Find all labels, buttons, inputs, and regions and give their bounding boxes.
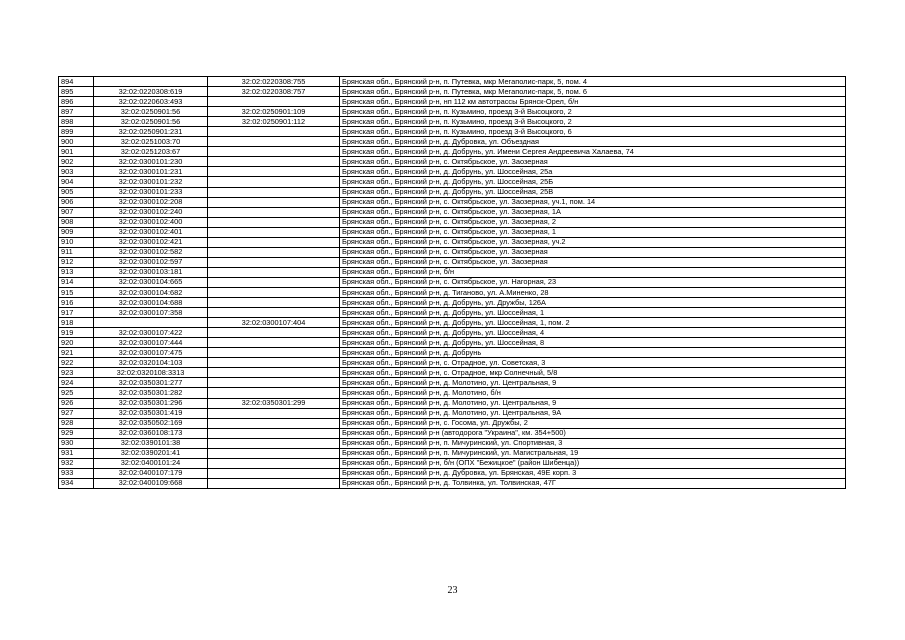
- row-number-cell: 927: [59, 408, 94, 418]
- row-number-cell: 920: [59, 338, 94, 348]
- cadastral-number-cell: 32:02:0300102:208: [94, 197, 208, 207]
- table-row: [59, 458, 846, 468]
- cadastral-number-cell: 32:02:0390201:41: [94, 448, 208, 458]
- cadastral-number-cell: 32:02:0300101:231: [94, 167, 208, 177]
- cadastral-table: [58, 76, 846, 489]
- address-cell: Брянская обл., Брянский р-н, д. Молотино, ул. Центральная, 9: [340, 378, 846, 388]
- table-row: [59, 247, 846, 257]
- row-number-cell: 904: [59, 177, 94, 187]
- row-number-cell: 910: [59, 237, 94, 247]
- table-row: [59, 207, 846, 217]
- table-row: [59, 428, 846, 438]
- address-cell: Брянская обл., Брянский р-н, с. Госома, ул. Дружбы, 2: [340, 418, 846, 428]
- cadastral-room-number-cell: [208, 428, 340, 438]
- row-number-cell: 929: [59, 428, 94, 438]
- cadastral-number-cell: 32:02:0220308:619: [94, 87, 208, 97]
- address-cell: Брянская обл., Брянский р-н, п. Кузьмино, проезд 3-й Высоцкого, 2: [340, 107, 846, 117]
- cadastral-number-cell: 32:02:0300107:475: [94, 348, 208, 358]
- address-cell: Брянская обл., Брянский р-н, с. Октябрьское, ул. Заозерная: [340, 257, 846, 267]
- row-number-cell: 903: [59, 167, 94, 177]
- cadastral-room-number-cell: [208, 237, 340, 247]
- address-cell: Брянская обл., Брянский р-н, д. Молотино, ул. Центральная, 9: [340, 398, 846, 408]
- table-row: [59, 237, 846, 247]
- address-cell: Брянская обл., Брянский р-н, б/н: [340, 267, 846, 277]
- row-number-cell: 931: [59, 448, 94, 458]
- cadastral-number-cell: 32:02:0320104:103: [94, 358, 208, 368]
- cadastral-number-cell: 32:02:0300103:181: [94, 267, 208, 277]
- address-cell: Брянская обл., Брянский р-н, с. Отрадное, ул. Советская, 3: [340, 358, 846, 368]
- cadastral-number-cell: 32:02:0300107:422: [94, 328, 208, 338]
- cadastral-number-cell: [94, 318, 208, 328]
- address-cell: Брянская обл., Брянский р-н, д. Добрунь, ул. Дружбы, 126А: [340, 298, 846, 308]
- table-row: [59, 478, 846, 488]
- cadastral-room-number-cell: [208, 247, 340, 257]
- address-cell: Брянская обл., Брянский р-н, п. Мичуринский, ул. Спортивная, 3: [340, 438, 846, 448]
- cadastral-room-number-cell: [208, 458, 340, 468]
- table-row: [59, 408, 846, 418]
- cadastral-room-number-cell: [208, 338, 340, 348]
- address-cell: Брянская обл., Брянский р-н, д. Добрунь, ул. Шоссейная, 25В: [340, 187, 846, 197]
- address-cell: Брянская обл., Брянский р-н, п. Кузьмино, проезд 3-й Высоцкого, 2: [340, 117, 846, 127]
- cadastral-number-cell: 32:02:0400109:668: [94, 478, 208, 488]
- cadastral-room-number-cell: [208, 177, 340, 187]
- cadastral-room-number-cell: [208, 167, 340, 177]
- table-row: [59, 77, 846, 87]
- address-cell: Брянская обл., Брянский р-н, с. Октябрьское, ул. Нагорная, 23: [340, 277, 846, 287]
- cadastral-room-number-cell: [208, 418, 340, 428]
- table-row: [59, 197, 846, 207]
- table-row: [59, 157, 846, 167]
- cadastral-number-cell: 32:02:0300102:597: [94, 257, 208, 267]
- table-row: [59, 257, 846, 267]
- page-number: 23: [447, 585, 458, 596]
- cadastral-room-number-cell: [208, 328, 340, 338]
- cadastral-number-cell: 32:02:0320108:3313: [94, 368, 208, 378]
- cadastral-room-number-cell: [208, 468, 340, 478]
- table-row: [59, 448, 846, 458]
- cadastral-room-number-cell: [208, 308, 340, 318]
- row-number-cell: 899: [59, 127, 94, 137]
- table-row: [59, 348, 846, 358]
- cadastral-room-number-cell: [208, 358, 340, 368]
- address-cell: Брянская обл., Брянский р-н (автодорога "Украина", км. 354+500): [340, 428, 846, 438]
- cadastral-room-number-cell: [208, 277, 340, 287]
- cadastral-room-number-cell: 32:02:0250901:109: [208, 107, 340, 117]
- address-cell: Брянская обл., Брянский р-н, с. Октябрьское, ул. Заозерная, уч.1, пом. 14: [340, 197, 846, 207]
- cadastral-room-number-cell: 32:02:0220308:755: [208, 77, 340, 87]
- cadastral-room-number-cell: [208, 378, 340, 388]
- cadastral-number-cell: 32:02:0300104:688: [94, 298, 208, 308]
- table-row: [59, 127, 846, 137]
- table-row: [59, 398, 846, 408]
- address-cell: Брянская обл., Брянский р-н, с. Отрадное, мкр Солнечный, 5/8: [340, 368, 846, 378]
- table-row: [59, 187, 846, 197]
- address-cell: Брянская обл., Брянский р-н, д. Толвинка, ул. Толвинская, 47Г: [340, 478, 846, 488]
- cadastral-room-number-cell: [208, 388, 340, 398]
- address-cell: Брянская обл., Брянский р-н, д. Добрунь, ул. Имени Сергея Андреевича Халаева, 74: [340, 147, 846, 157]
- address-cell: Брянская обл., Брянский р-н, с. Октябрьское, ул. Заозерная: [340, 247, 846, 257]
- row-number-cell: 906: [59, 197, 94, 207]
- row-number-cell: 923: [59, 368, 94, 378]
- address-cell: Брянская обл., Брянский р-н, д. Молотино, б/н: [340, 388, 846, 398]
- row-number-cell: 894: [59, 77, 94, 87]
- cadastral-room-number-cell: [208, 298, 340, 308]
- address-cell: Брянская обл., Брянский р-н, с. Октябрьское, ул. Заозерная, 1: [340, 227, 846, 237]
- address-cell: Брянская обл., Брянский р-н, б/н (ОПХ "Бежицкое" (район Шибенца)): [340, 458, 846, 468]
- address-cell: Брянская обл., Брянский р-н, д. Добрунь, ул. Шоссейная, 1, пом. 2: [340, 318, 846, 328]
- cadastral-number-cell: 32:02:0251003:70: [94, 137, 208, 147]
- row-number-cell: 934: [59, 478, 94, 488]
- cadastral-room-number-cell: [208, 137, 340, 147]
- cadastral-room-number-cell: 32:02:0250901:112: [208, 117, 340, 127]
- table-row: [59, 97, 846, 107]
- table-row: [59, 358, 846, 368]
- cadastral-room-number-cell: 32:02:0350301:299: [208, 398, 340, 408]
- cadastral-room-number-cell: [208, 438, 340, 448]
- cadastral-room-number-cell: [208, 478, 340, 488]
- address-cell: Брянская обл., Брянский р-н, д. Добрунь, ул. Шоссейная, 25Б: [340, 177, 846, 187]
- row-number-cell: 928: [59, 418, 94, 428]
- address-cell: Брянская обл., Брянский р-н, п. Кузьмино, проезд 3-й Высоцкого, 6: [340, 127, 846, 137]
- cadastral-number-cell: 32:02:0300101:230: [94, 157, 208, 167]
- table-row: [59, 267, 846, 277]
- row-number-cell: 901: [59, 147, 94, 157]
- cadastral-room-number-cell: [208, 227, 340, 237]
- row-number-cell: 914: [59, 277, 94, 287]
- cadastral-room-number-cell: [208, 287, 340, 297]
- row-number-cell: 922: [59, 358, 94, 368]
- cadastral-number-cell: 32:02:0250901:56: [94, 107, 208, 117]
- cadastral-room-number-cell: [208, 197, 340, 207]
- address-cell: Брянская обл., Брянский р-н, д. Добрунь, ул. Шоссейная, 8: [340, 338, 846, 348]
- address-cell: Брянская обл., Брянский р-н, д. Добрунь: [340, 348, 846, 358]
- table-row: [59, 438, 846, 448]
- table-row: [59, 117, 846, 127]
- cadastral-room-number-cell: [208, 157, 340, 167]
- table-row: [59, 147, 846, 157]
- row-number-cell: 921: [59, 348, 94, 358]
- cadastral-number-cell: 32:02:0300104:682: [94, 287, 208, 297]
- cadastral-number-cell: 32:02:0300104:665: [94, 277, 208, 287]
- address-cell: Брянская обл., Брянский р-н, д. Тиганово, ул. А.Миненко, 28: [340, 287, 846, 297]
- cadastral-room-number-cell: [208, 127, 340, 137]
- cadastral-number-cell: 32:02:0350301:282: [94, 388, 208, 398]
- cadastral-number-cell: 32:02:0350301:277: [94, 378, 208, 388]
- row-number-cell: 896: [59, 97, 94, 107]
- row-number-cell: 926: [59, 398, 94, 408]
- cadastral-number-cell: 32:02:0400101:24: [94, 458, 208, 468]
- row-number-cell: 905: [59, 187, 94, 197]
- address-cell: Брянская обл., Брянский р-н, д. Дубровка, ул. Брянская, 49Е корп. 3: [340, 468, 846, 478]
- address-cell: Брянская обл., Брянский р-н, с. Октябрьское, ул. Заозерная, уч.2: [340, 237, 846, 247]
- row-number-cell: 909: [59, 227, 94, 237]
- cadastral-number-cell: 32:02:0300107:444: [94, 338, 208, 348]
- table-row: [59, 107, 846, 117]
- cadastral-room-number-cell: [208, 267, 340, 277]
- address-cell: Брянская обл., Брянский р-н, д. Добрунь, ул. Шоссейная, 4: [340, 328, 846, 338]
- row-number-cell: 897: [59, 107, 94, 117]
- table-row: [59, 277, 846, 287]
- cadastral-number-cell: 32:02:0350301:419: [94, 408, 208, 418]
- cadastral-number-cell: 32:02:0360108:173: [94, 428, 208, 438]
- table-row: [59, 177, 846, 187]
- cadastral-number-cell: 32:02:0300102:240: [94, 207, 208, 217]
- row-number-cell: 933: [59, 468, 94, 478]
- row-number-cell: 907: [59, 207, 94, 217]
- cadastral-number-cell: 32:02:0350502:169: [94, 418, 208, 428]
- cadastral-number-cell: 32:02:0250901:56: [94, 117, 208, 127]
- row-number-cell: 912: [59, 257, 94, 267]
- row-number-cell: 930: [59, 438, 94, 448]
- address-cell: Брянская обл., Брянский р-н, п. Путевка, мкр Мегаполис-парк, 5, пом. 6: [340, 87, 846, 97]
- cadastral-number-cell: 32:02:0350301:296: [94, 398, 208, 408]
- cadastral-room-number-cell: 32:02:0220308:757: [208, 87, 340, 97]
- row-number-cell: 911: [59, 247, 94, 257]
- cadastral-room-number-cell: [208, 448, 340, 458]
- row-number-cell: 932: [59, 458, 94, 468]
- table-row: [59, 418, 846, 428]
- cadastral-number-cell: 32:02:0300102:401: [94, 227, 208, 237]
- cadastral-number-cell: 32:02:0220603:493: [94, 97, 208, 107]
- address-cell: Брянская обл., Брянский р-н, д. Дубровка, ул. Объездная: [340, 137, 846, 147]
- table-row: [59, 368, 846, 378]
- row-number-cell: 916: [59, 298, 94, 308]
- table-row: [59, 468, 846, 478]
- table-row: [59, 287, 846, 297]
- table-row: [59, 338, 846, 348]
- table-body: [59, 77, 846, 489]
- row-number-cell: 902: [59, 157, 94, 167]
- cadastral-number-cell: 32:02:0300102:421: [94, 237, 208, 247]
- table-row: [59, 217, 846, 227]
- cadastral-number-cell: 32:02:0250901:231: [94, 127, 208, 137]
- cadastral-number-cell: 32:02:0400107:179: [94, 468, 208, 478]
- row-number-cell: 924: [59, 378, 94, 388]
- cadastral-number-cell: 32:02:0300102:400: [94, 217, 208, 227]
- table-row: [59, 227, 846, 237]
- address-cell: Брянская обл., Брянский р-н, д. Добрунь, ул. Шоссейная, 1: [340, 308, 846, 318]
- table-row: [59, 167, 846, 177]
- row-number-cell: 917: [59, 308, 94, 318]
- cadastral-room-number-cell: [208, 187, 340, 197]
- row-number-cell: 908: [59, 217, 94, 227]
- row-number-cell: 925: [59, 388, 94, 398]
- cadastral-number-cell: 32:02:0300107:358: [94, 308, 208, 318]
- table-row: [59, 298, 846, 308]
- cadastral-room-number-cell: [208, 217, 340, 227]
- table-row: [59, 388, 846, 398]
- table-row: [59, 328, 846, 338]
- cadastral-room-number-cell: [208, 147, 340, 157]
- cadastral-number-cell: 32:02:0390101:38: [94, 438, 208, 448]
- cadastral-room-number-cell: [208, 408, 340, 418]
- address-cell: Брянская обл., Брянский р-н, с. Октябрьское, ул. Заозерная: [340, 157, 846, 167]
- cadastral-number-cell: 32:02:0300102:582: [94, 247, 208, 257]
- cadastral-room-number-cell: [208, 348, 340, 358]
- address-cell: Брянская обл., Брянский р-н, с. Октябрьское, ул. Заозерная, 1А: [340, 207, 846, 217]
- cadastral-room-number-cell: [208, 97, 340, 107]
- address-cell: Брянская обл., Брянский р-н, д. Молотино, ул. Центральная, 9А: [340, 408, 846, 418]
- address-cell: Брянская обл., Брянский р-н, нп 112 км автотрассы Брянск-Орел, б/н: [340, 97, 846, 107]
- cadastral-room-number-cell: [208, 257, 340, 267]
- cadastral-room-number-cell: [208, 368, 340, 378]
- table-row: [59, 137, 846, 147]
- row-number-cell: 895: [59, 87, 94, 97]
- row-number-cell: 915: [59, 287, 94, 297]
- row-number-cell: 900: [59, 137, 94, 147]
- address-cell: Брянская обл., Брянский р-н, с. Октябрьское, ул. Заозерная, 2: [340, 217, 846, 227]
- cadastral-number-cell: 32:02:0300101:233: [94, 187, 208, 197]
- row-number-cell: 913: [59, 267, 94, 277]
- cadastral-number-cell: [94, 77, 208, 87]
- table-row: [59, 378, 846, 388]
- table-row: [59, 87, 846, 97]
- row-number-cell: 918: [59, 318, 94, 328]
- cadastral-room-number-cell: 32:02:0300107:404: [208, 318, 340, 328]
- table-row: [59, 318, 846, 328]
- cadastral-number-cell: 32:02:0300101:232: [94, 177, 208, 187]
- table-row: [59, 308, 846, 318]
- row-number-cell: 919: [59, 328, 94, 338]
- address-cell: Брянская обл., Брянский р-н, д. Добрунь, ул. Шоссейная, 25а: [340, 167, 846, 177]
- address-cell: Брянская обл., Брянский р-н, п. Мичуринский, ул. Магистральная, 19: [340, 448, 846, 458]
- cadastral-number-cell: 32:02:0251203:67: [94, 147, 208, 157]
- address-cell: Брянская обл., Брянский р-н, п. Путевка, мкр Мегаполис-парк, 5, пом. 4: [340, 77, 846, 87]
- cadastral-room-number-cell: [208, 207, 340, 217]
- row-number-cell: 898: [59, 117, 94, 127]
